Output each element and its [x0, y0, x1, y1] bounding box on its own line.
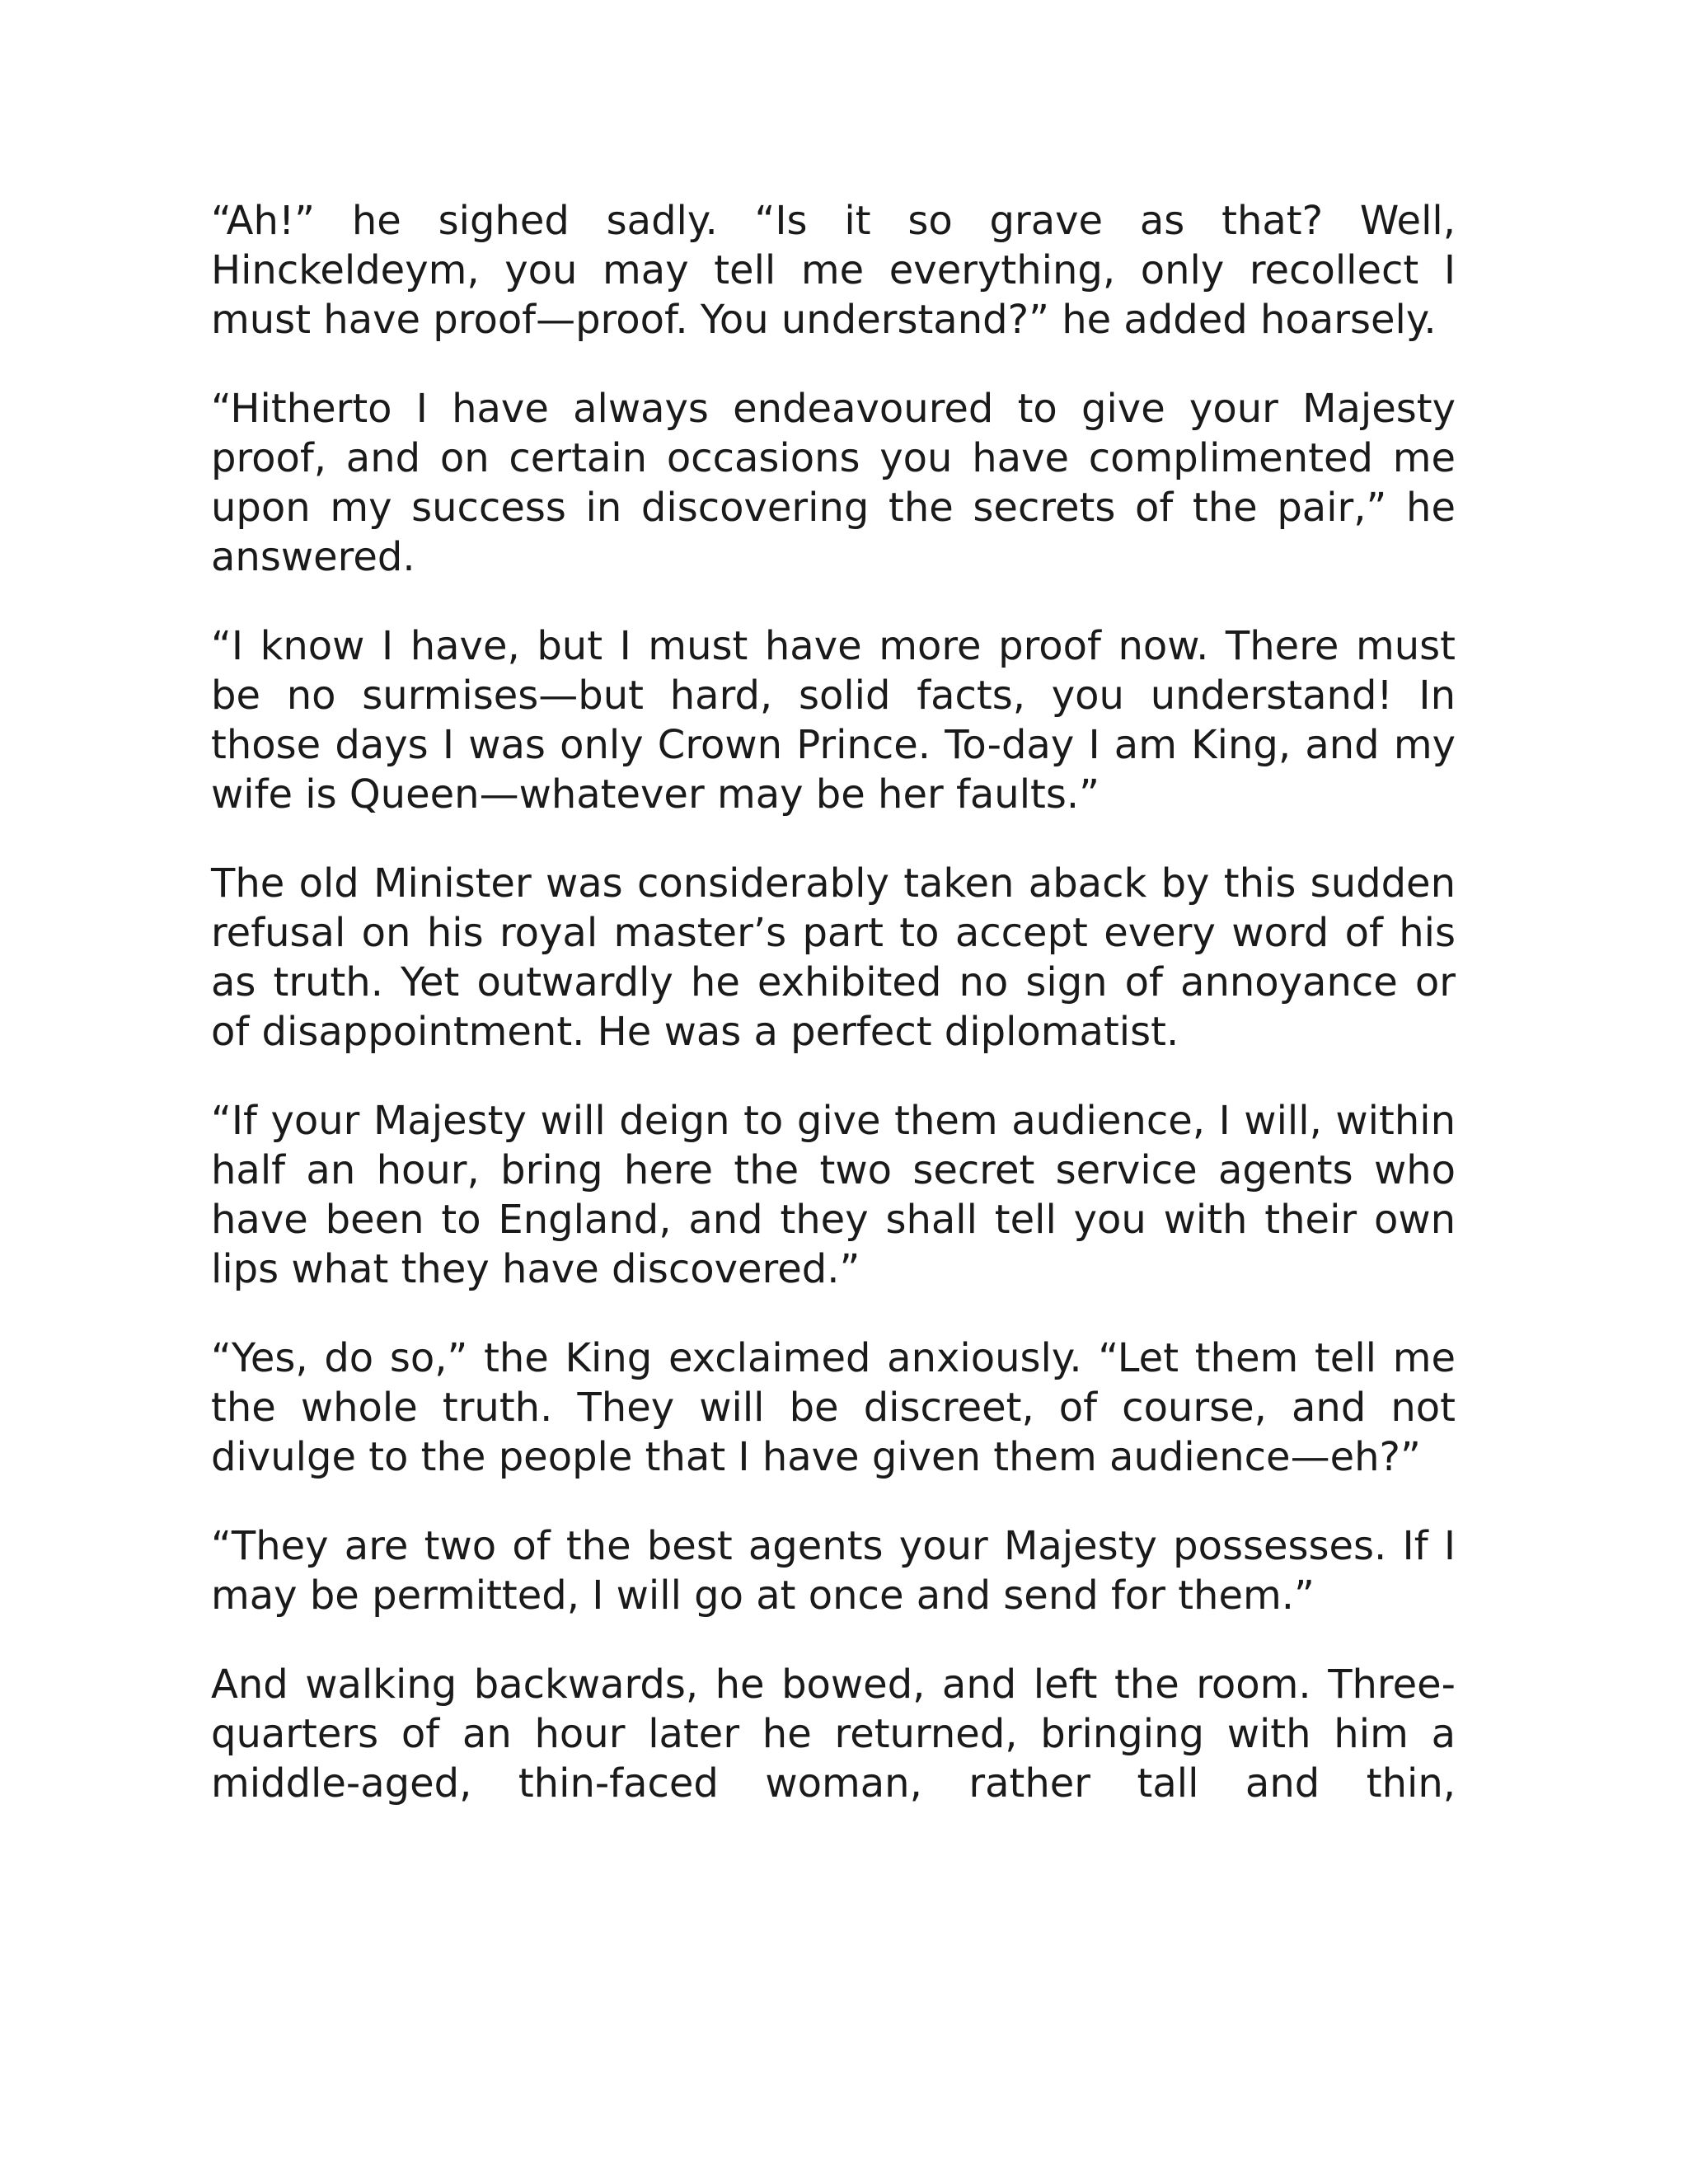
body-text	[211, 196, 1456, 1808]
paragraph-4: The old Minister was considerably taken aback by this sudden refusal on his royal master’s part to accept every word of his as truth. Yet outwardly he exhibited no sign of annoyance or of disappointment. He was a perfect diplomatist.	[211, 860, 1456, 1055]
paragraph-6: “Yes, do so,” the King exclaimed anxiously. “Let them tell me the whole truth. They will be discreet, of course, and not divulge to the people that I have given them audience—eh?”	[211, 1335, 1456, 1480]
paragraph-5: “If your Majesty will deign to give them audience, I will, within half an hour, bring here the two secret service agents who have been to England, and they shall tell you with their own lips what they have discovered.”	[211, 1098, 1456, 1292]
paragraph-1: “Ah!” he sighed sadly. “Is it so grave as that? Well, Hinckeldeym, you may tell me everything, only recollect I must have proof—proof. You understand?” he added hoarsely.	[211, 198, 1456, 343]
paragraph-8: And walking backwards, he bowed, and left the room. Three-quarters of an hour later he returned, bringing with him a middle-aged, thin-faced woman, rather tall and thin,	[211, 1661, 1456, 1807]
paragraph-3: “I know I have, but I must have more proof now. There must be no surmises—but hard, solid facts, you understand! In those days I was only Crown Prince. To-day I am King, and my wife is Queen—whatever may be her faults.”	[211, 623, 1456, 818]
paragraph-7: “They are two of the best agents your Majesty possesses. If I may be permitted, I will go at once and send for them.”	[211, 1523, 1456, 1619]
paragraph-2: “Hitherto I have always endeavoured to give your Majesty proof, and on certain occasions you have complimented me upon my success in discovering the secrets of the pair,” he answered.	[211, 386, 1456, 580]
